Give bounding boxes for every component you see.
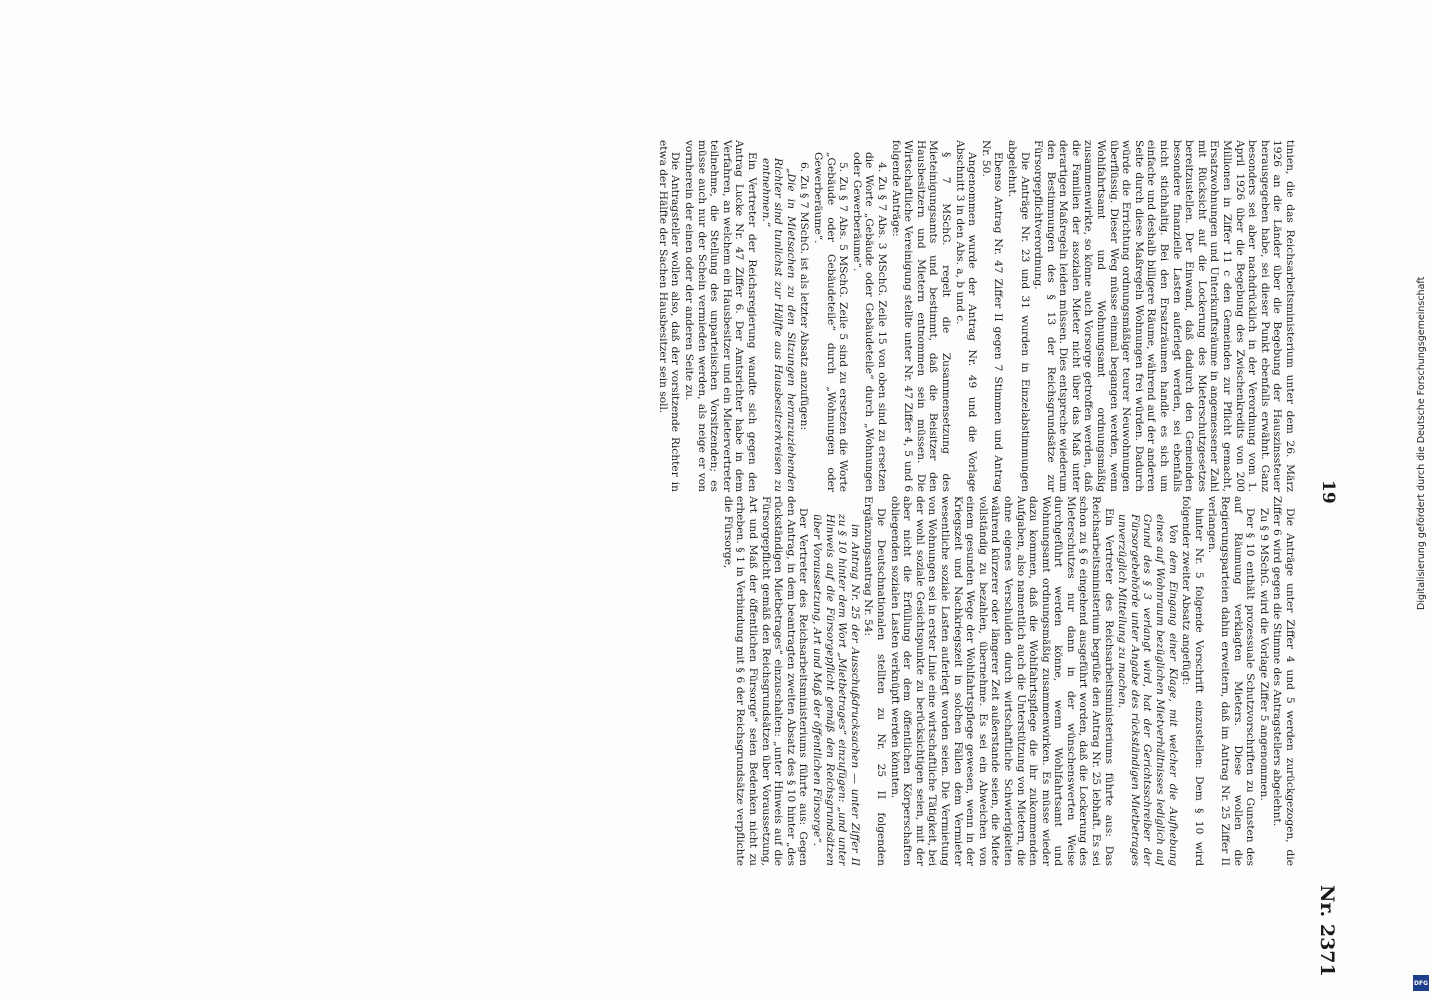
quoted-text: im Antrag Nr. 25 der Ausschußdrucksachen — unter Ziffer II zu § 10 hinter dem Wort „Mietbetrages“ einzufügen: „und unter Hinweis auf die Fürsorgepflicht gemäß den Reichsgrundsätzen über Voraussetzung, Art und Maß der öffentlichen Fürsorge“. [811, 514, 861, 866]
list-item: 4. Zu § 7 Abs. 3 MSchG. Zeile 15 von oben sind zu ersetzen die Worte „Gebäude oder Gebäudeteile“ durch „Wohnungen oder Gewerberäume“. [850, 152, 888, 492]
paragraph: Die Antragsteller wollen also, daß der vorsitzende Richter in etwa der Hälfte der Sachen Hausbesitzer sein soll. [656, 140, 682, 492]
paragraph: Ein Vertreter der Reichsregierung wandte sich gegen den Antrag Lucke Nr. 47 Ziffer 6. Der Amtsrichter habe in dem Verfahren, an welchem ein Hausbesitzer und ein Mietervertreter teilnehme, die Stellung des unparteiischen Vorsitzenden; es müsse auch nur der Schein vermieden werden, als neige er von vornherein der einen oder der anderen Seite zu. [683, 140, 759, 492]
paragraph: Zu § 9 MSchG. wird die Vorlage Ziffer 5 angenommen. [1257, 508, 1270, 801]
paragraph: § 7 MSchG. regelt die Zusammensetzung des Mieteinigungsamts und bestimmt, daß die Beisitzer den Hausbesitzern und Mietern entnommen sein müssen. Die Wirtschaftliche Vereinigung stellte unter Nr. 47 Ziffer 4, 5 und 6 folgende Anträge: [889, 140, 952, 492]
quoted-text: „Die in Mietsachen zu den Sitzungen heranzuziehenden Richter sind tunlichst zur Hälfte aus Hausbesitzerkreisen zu entnehmen.“ [759, 158, 797, 492]
paragraph: tinien, die das Reichsarbeitsministerium unter dem 26. März 1926 an die Länder über die Begebung der Hauszinssteuer herausgegeben habe, sei dieser Punkt ebenfalls erwähnt. Ganz besonders sei aber nachdrücklich in der Verordnung vom 1. April 1926 über die Begebung des Zwischenkredits von 200 Millionen in Ziffer 11 c den Gemeinden zur Pflicht gemacht, Ersatzwohnungen und Unterkunftsräume in angemessener Zahl mit Rücksicht auf die Lockerung des Mieterschutzgesetzes bereitzustellen. Der Einwand, daß dadurch den Gemeinden besondere finanzielle Lasten auferlegt werden, sei ebenfalls nicht stichhaltig. Bei den Ersatzräumen handle es sich um einfache und deshalb billigere Räume, während auf der anderen Seite durch diese Maßregeln Wohnungen frei würden. Dadurch würde die Errichtung ordnungsmäßiger teurer Neuwohnungen überflüssig. Dieser Weg müsse einmal begangen werden, wenn Wohlfahrtsamt und Wohnungsamt ordnungsmäßig zusammenwirkte, so könne auch Vorsorge getroffen werden, daß die Familien der asozialen Mieter nicht über das Maß unter derartigen Maßregeln leiden müssen. Dies entspreche wiederum den Bestimmungen des § 13 der Reichsgrundsätze zur Fürsorgepflichtverordnung. [1032, 140, 1296, 492]
dfg-logo: DFG [1413, 975, 1429, 991]
list-item: 5. Zu § 7 Abs. 5 MSchG. Zeile 5 sind zu ersetzen die Worte „Gebäude oder Gebäudeteile“ durch „Wohnungen oder Gewerberäume“. [812, 152, 850, 492]
paragraph: Ebenso Antrag Nr. 47 Ziffer II gegen 7 Stimmen und Antrag Nr. 50. [979, 140, 1005, 492]
paragraph: Der § 10 enthält prozessuale Schutzvorschriften zu Gunsten des auf Räumung verklagten Mieters. Diese wollen die Regierungsparteien dahin erweitern, daß im Antrag Nr. 25 Ziffer II verlangen. [1206, 496, 1257, 866]
list-item: 6. Zu § 7 MSchG. ist als letzter Absatz anzufügen: [798, 162, 811, 431]
paragraph: Der Vertreter des Reichsarbeitsministeriums führte aus: Gegen den Antrag, in dem beantragten zweiten Absatz des § 10 hinter „des rückständigen Mietbetrages“ einzuschalten: „unter Hinweis auf die Fürsorgepflicht gemäß den Reichsgrundsätzen über Voraussetzung, Art und Maß der öffentlichen Fürsorge“ seien Bedenken nicht zu erheben. § 1 in Verbindung mit § 6 der Reichsgrundsätze verpflichte die Fürsorge, [721, 496, 810, 866]
paragraph: Die Anträge unter Ziffer 4 und 5 werden zurückgezogen, die Ziffer 6 wird gegen die Stimme des Antragstellers abgelehnt. [1271, 496, 1296, 866]
paragraph: Angenommen wurde der Antrag Nr. 49 und die Vorlage Abschnitt 3 in den Abs. a, b und c. [953, 140, 979, 492]
document-number: Nr. 2371 [1316, 885, 1338, 977]
left-text-column [136, 140, 1296, 492]
paragraph: Die Anträge Nr. 23 und 31 wurden in Einzelabstimmungen abgelehnt. [1005, 140, 1031, 492]
digitization-note: Digitalisierung gefördert durch die Deutsche Forschungsgemeinschaft [1416, 276, 1427, 610]
page-number: 19 [1318, 480, 1338, 504]
paragraph: hinter Nr. 5 folgende Vorschrift einzustellen: Dem § 10 wird folgender zweiter Absatz angefügt: [1180, 496, 1205, 866]
right-text-column [136, 496, 1296, 866]
paragraph: Die Deutschnationalen stellten zu Nr. 25 II folgenden Ergänzungsantrag Nr. 54: [862, 496, 887, 866]
paragraph: Ein Vertreter des Reichsarbeitsministeriums führte aus: Das Reichsarbeitsministerium begrüße den Antrag Nr. 25 lebhaft. Es sei schon zu § 6 eingehend ausgeführt worden, daß die Lockerung des Mieterschutzes nur dann in der wünschenswerten Weise durchgeführt werden könne, wenn Wohlfahrtsamt und Wohnungsamt ordnungsmäßig zusammenwirken. Es müsse wieder dazu kommen, daß die Wohlfahrtspflege die ihr zukommenden Aufgaben, also namentlich auch die Unterstützung von Mietern, die ohne eigenes Verschulden durch wirtschaftliche Schwierigkeiten während kürzerer oder längerer Zeit außerstande seien, die Miete vollständig zu bezahlen, übernehme. Es sei ein Abweichen von einem gesunden Wege der Wohlfahrtspflege gewesen, wenn in der Kriegszeit und Nachkriegszeit in solchen Fällen dem Vermieter wesentliche soziale Lasten auferlegt worden seien. Die Vermietung von Wohnungen sei in erster Linie eine wirtschaftliche Tätigkeit, bei der wohl soziale Gesichtspunkte zu berücksichtigen seien, mit der aber nicht die Erfüllung der dem öffentlichen Körperschaften obliegenden sozialen Lasten verknüpft werden könnten. [888, 496, 1115, 866]
quoted-text: Von dem Eingang einer Klage, mit welcher die Aufhebung eines auf Wohnraum bezüglichen Mietverhältnisses lediglich auf Grund des § 3 verlangt wird, hat der Gerichtsschreiber der Fürsorgebehörde unter Angabe des rückständigen Mietbetrages unverzüglich Mitteilung zu machen. [1116, 514, 1179, 866]
